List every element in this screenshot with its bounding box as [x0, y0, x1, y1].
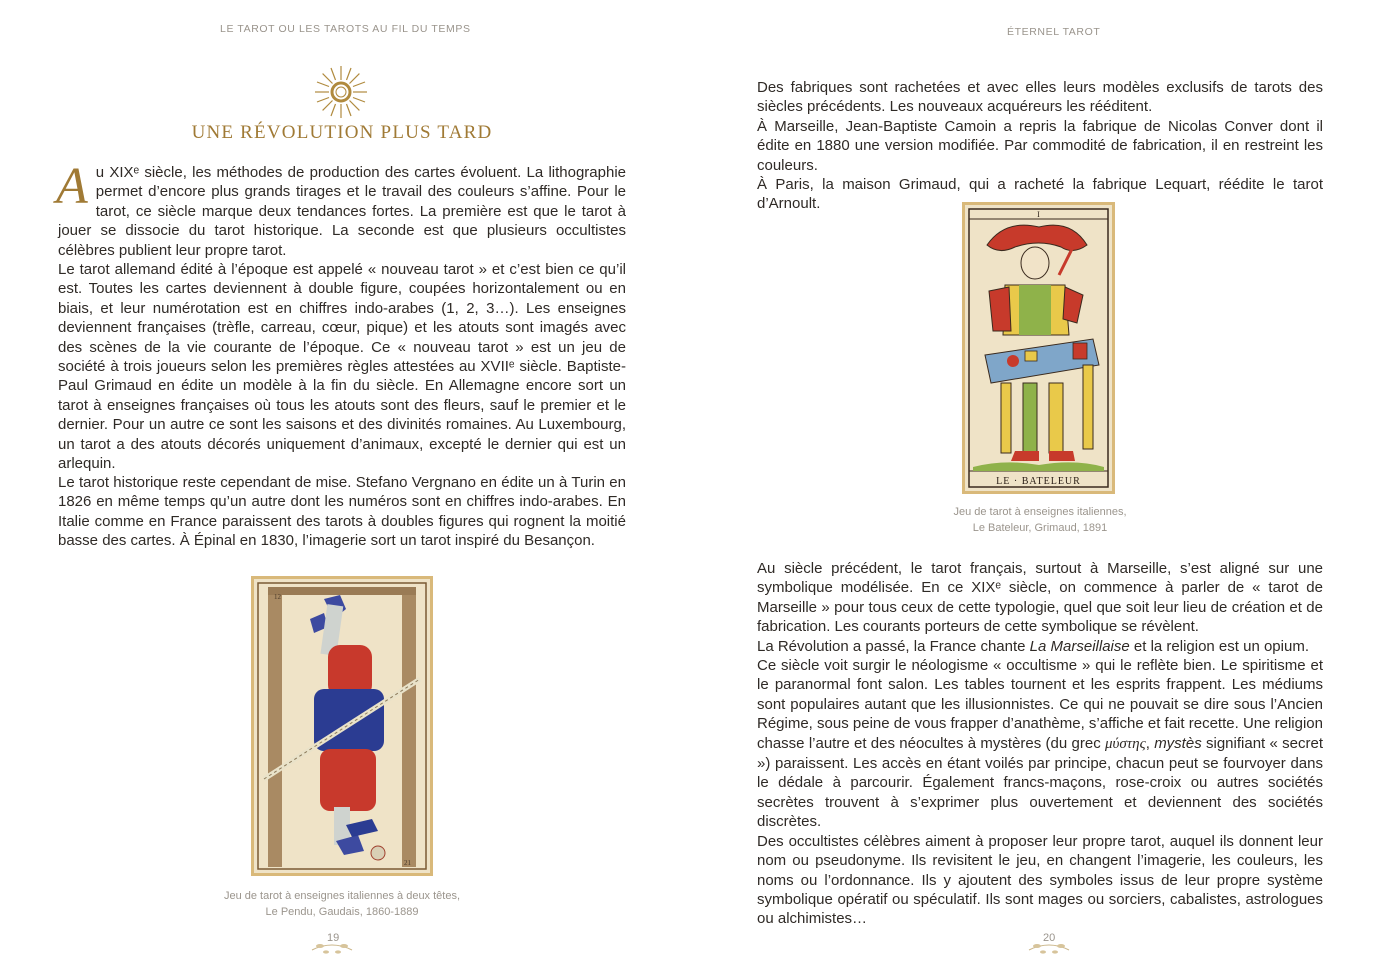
caption-line-2: Le Bateleur, Grimaud, 1891: [972, 522, 1108, 534]
running-head-right: ÉTERNEL TAROT: [1007, 26, 1101, 38]
card-number-bottom: 21: [404, 859, 411, 867]
greek-word: μύστης: [1105, 735, 1146, 752]
paragraph-occultisme: [757, 559, 1323, 929]
text-segment: signifiant « secret ») paraissent. Les accès en étant voilés par principe, chacun peut se fourvoyer dans le dédale à parcourir. Également francs-maçons, rose-croix ou autres sociétés secrètes trouvent à s’exprimer plus ouvertement et deviennent des sociétés discrètes.: [757, 734, 1323, 831]
sun-ornament-icon: [313, 64, 369, 120]
right-page: [700, 0, 1400, 980]
paragraph-occultistes: Des occultistes célèbres aiment à proposer leur propre tarot, auquel ils donnent leur nom ou pseudonyme. Ils revisitent le jeu, en changent l’imagerie, les couleurs, les noms ou l’ordonnance. Ils y ajoutent des symboles issus de leur propre système symbolique opératif ou spéculatif. Ils sont mages ou sorciers, cabalistes, astrologues ou alchimistes…: [757, 832, 1323, 928]
caption-line-1: Jeu de tarot à enseignes italiennes,: [953, 506, 1127, 518]
le-bateleur-illustration: [965, 205, 1112, 491]
italic-mystes: mystès: [1154, 734, 1202, 752]
paragraph-fabriques: [757, 78, 1323, 214]
caption-line-1: Jeu de tarot à enseignes italiennes à deux têtes,: [223, 890, 461, 902]
caption-line-2: Le Pendu, Gaudais, 1860-1889: [265, 906, 419, 918]
paragraph-fabriques-1: Des fabriques sont rachetées et avec elles leurs modèles exclusifs de tarots des siècles précédents. Les nouveaux acquéreurs les rééditent.: [757, 79, 1323, 116]
caption-le-pendu: [160, 888, 524, 920]
paragraph-nouveau-tarot: Le tarot allemand édité à l’époque est appelé « nouveau tarot » et c’est bien ce qu’il est. Toutes les cartes deviennent à double figure, coupées horizontalement ou en biais, et leur numérotation est en chiffres indo-arabes (1, 2, 3…). Les enseignes deviennent françaises (trèfle, carreau, cœur, pique) et les atouts sont imagés avec des scènes de la vie courante de l’époque. Ce « nouveau tarot » est un jeu de société à trois joueurs selon les premières règles attestées au XVIIᵉ siècle. Baptiste-Paul Grimaud en édite un modèle à la fin du siècle. En Allemagne encore sort un tarot à enseignes françaises où tous les atouts sont des fleurs, sauf le premier et le dernier. Pour un autre ce sont les saisons et des divinités romaines. Au Luxembourg, un tarot a des atouts décorés uniquement d’animaux, excepté le dernier qui est un arlequin.: [58, 261, 626, 473]
caption-le-bateleur: [900, 504, 1180, 536]
card-name: LE · BATELEUR: [996, 476, 1081, 487]
section-title: UNE RÉVOLUTION PLUS TARD: [191, 122, 493, 143]
card-number-top: 12: [274, 593, 281, 601]
running-head-left: LE TAROT OU LES TAROTS AU FIL DU TEMPS: [220, 23, 471, 35]
page-number-left: 19: [327, 932, 340, 944]
text-segment: ,: [1145, 734, 1155, 752]
paragraph-intro-text: u XIXᵉ siècle, les méthodes de production des cartes évoluent. La lithographie permet d’encore plus grands tirages et le travail des couleurs s’affine. Pour le tarot, ce siècle marque deux tendances fortes. La première est que le tarot à jouer se dissocie du tarot historique. La seconde est que plusieurs occultistes célèbres publient leur propre tarot.: [58, 164, 626, 259]
card-le-bateleur: [962, 202, 1115, 494]
text-segment: et la religion est un opium.: [1129, 637, 1309, 655]
drop-cap: A: [56, 158, 88, 215]
paragraph-fabriques-3: À Paris, la maison Grimaud, qui a racheté la fabrique Lequart, réédite le tarot d’Arnoult.: [757, 176, 1323, 213]
page-number-right: 20: [1043, 932, 1056, 944]
paragraph-tarot-historique: Le tarot historique reste cependant de mise. Stefano Vergnano en édite un à Turin en 1826 en même temps qu’un autre dont les numéros sont en chiffres indo-arabes. En Italie comme en France paraissent des tarots à doubles figures qui rognent la moitié basse des cartes. À Épinal en 1830, l’imagerie sort un tarot inspiré du Besançon.: [58, 474, 626, 550]
paragraph-intro: [56, 158, 626, 260]
le-pendu-illustration: [254, 579, 430, 873]
card-number: I: [1037, 210, 1040, 219]
paragraph-neologisme: [757, 656, 1323, 832]
text-segment: La Révolution a passé, la France chante: [757, 637, 1030, 655]
paragraph-symbolique: Au siècle précédent, le tarot français, surtout à Marseille, s’est aligné sur une symbolique modélisée. En ce XIXᵉ siècle, on commence à parler de « tarot de Marseille » pour tous ceux de cette typologie, quel que soit leur lieu de création et de fabrication. Les courants porteurs de cette symbolique se révèlent.: [757, 560, 1323, 636]
italic-marseillaise: La Marseillaise: [1029, 637, 1130, 655]
paragraph-fabriques-2: À Marseille, Jean-Baptiste Camoin a repris la fabrique de Nicolas Conver dont il édite en 1880 une version modifiée. Par commodité de fabrication, il en restreint les couleurs.: [757, 117, 1323, 174]
text-segment: Ce siècle voit surgir le néologisme « occultisme » qui le reflète bien. Le spiritisme et le paranormal font salon. Les tables tournent et les esprits frappent. Les médiums sont populaires autant que les illusionnistes. Ce qui ne pouvait se dire sous l’Ancien Régime, sous peine de vous frapper d’anathème, s’affiche et fait recette. Une religion chasse l’autre et des néocultes à mystères (du grec: [757, 657, 1323, 752]
paragraph-revolution: [757, 637, 1323, 656]
card-le-pendu: [251, 576, 433, 876]
